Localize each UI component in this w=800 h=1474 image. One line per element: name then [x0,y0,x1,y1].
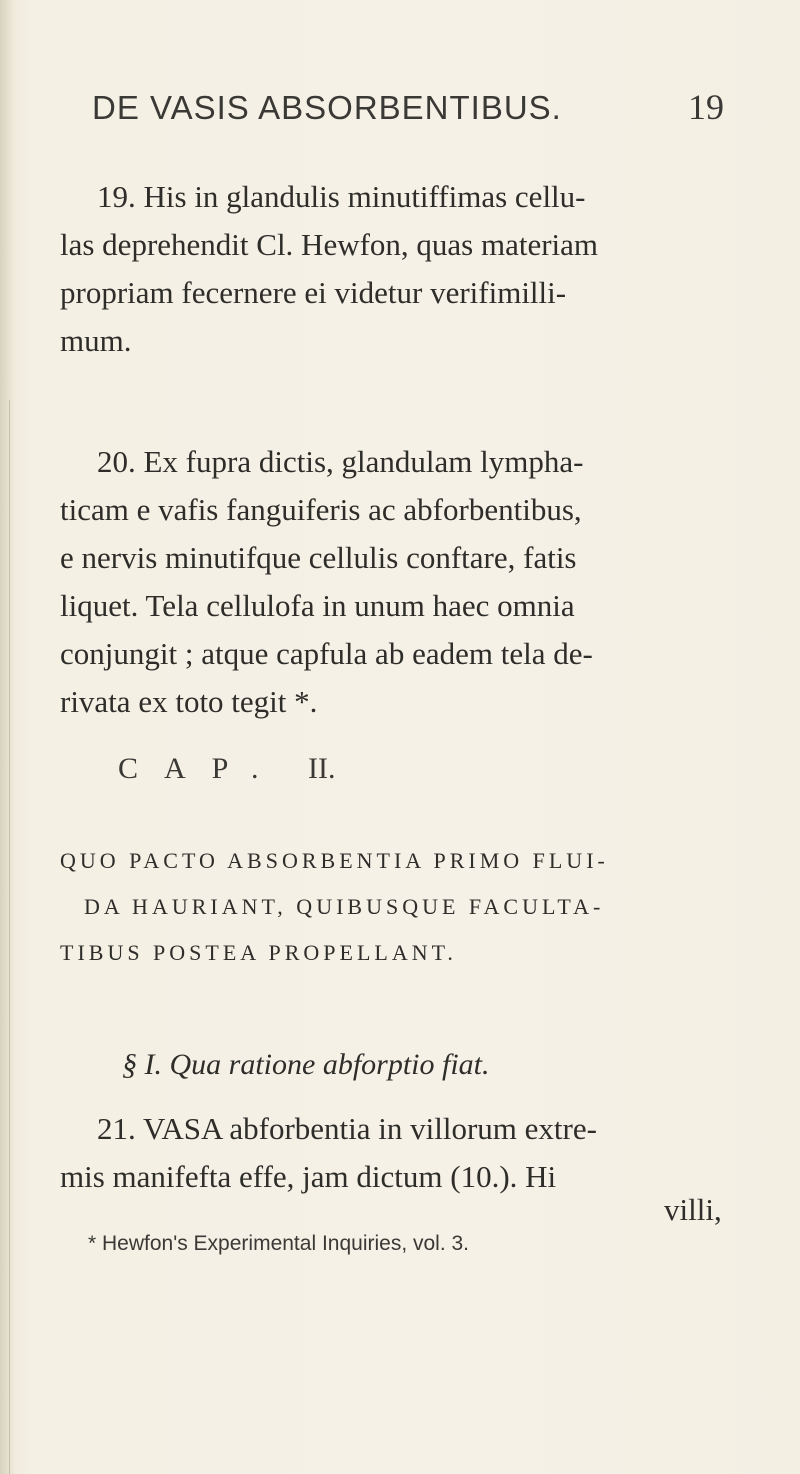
page-number: 19 [688,87,724,127]
chapter-title-line: TIBUS POSTEA PROPELLANT. [60,940,457,965]
paragraph-line: e nervis minutifque cellulis conftare, fatis [60,540,577,575]
paragraph-line: 19. His in glandulis minutiffimas cellu- [97,179,586,214]
section-heading: § I. Qua ratione abforptio fiat. [122,1048,490,1081]
paragraph-line: ticam e vafis fanguiferis ac abforbentibus, [60,492,582,527]
page-gutter [0,0,14,1474]
gutter-shadow-line [9,400,10,1474]
chapter-title-line: QUO PACTO ABSORBENTIA PRIMO FLUI- [60,848,609,873]
paragraph-line: propriam fecernere ei videtur verifimilli- [60,275,567,310]
paragraph-line: liquet. Tela cellulofa in unum haec omnia [60,588,575,623]
paragraph-line: 20. Ex fupra dictis, glandulam lympha- [97,444,584,479]
paragraph-line: las deprehendit Cl. Hewfon, quas materiam [60,227,599,262]
running-head [0,75,800,135]
paragraph-20 [60,438,740,726]
chapter-title-line: DA HAURIANT, QUIBUSQUE FACULTA- [84,894,605,919]
chapter-heading [0,752,800,802]
chapter-number: II. [308,752,336,785]
catchword: villi, [664,1192,722,1227]
chapter-title [60,838,740,976]
footnote: * Hewfon's Experimental Inquiries, vol. 3. [88,1232,470,1255]
paragraph-line: conjungit ; atque capfula ab eadem tela de- [60,636,593,671]
paragraph-21 [60,1105,740,1201]
paragraph-line: rivata ex toto tegit *. [60,684,318,719]
paragraph-line: mis manifefta effe, jam dictum (10.). Hi [60,1159,557,1194]
paragraph-19 [60,173,740,365]
running-head-title: DE VASIS ABSORBENTIBUS. [92,89,562,126]
chapter-word: CAP. [118,752,285,785]
paragraph-line: 21. VASA abforbentia in villorum extre- [97,1111,597,1146]
paragraph-line: mum. [60,323,132,358]
